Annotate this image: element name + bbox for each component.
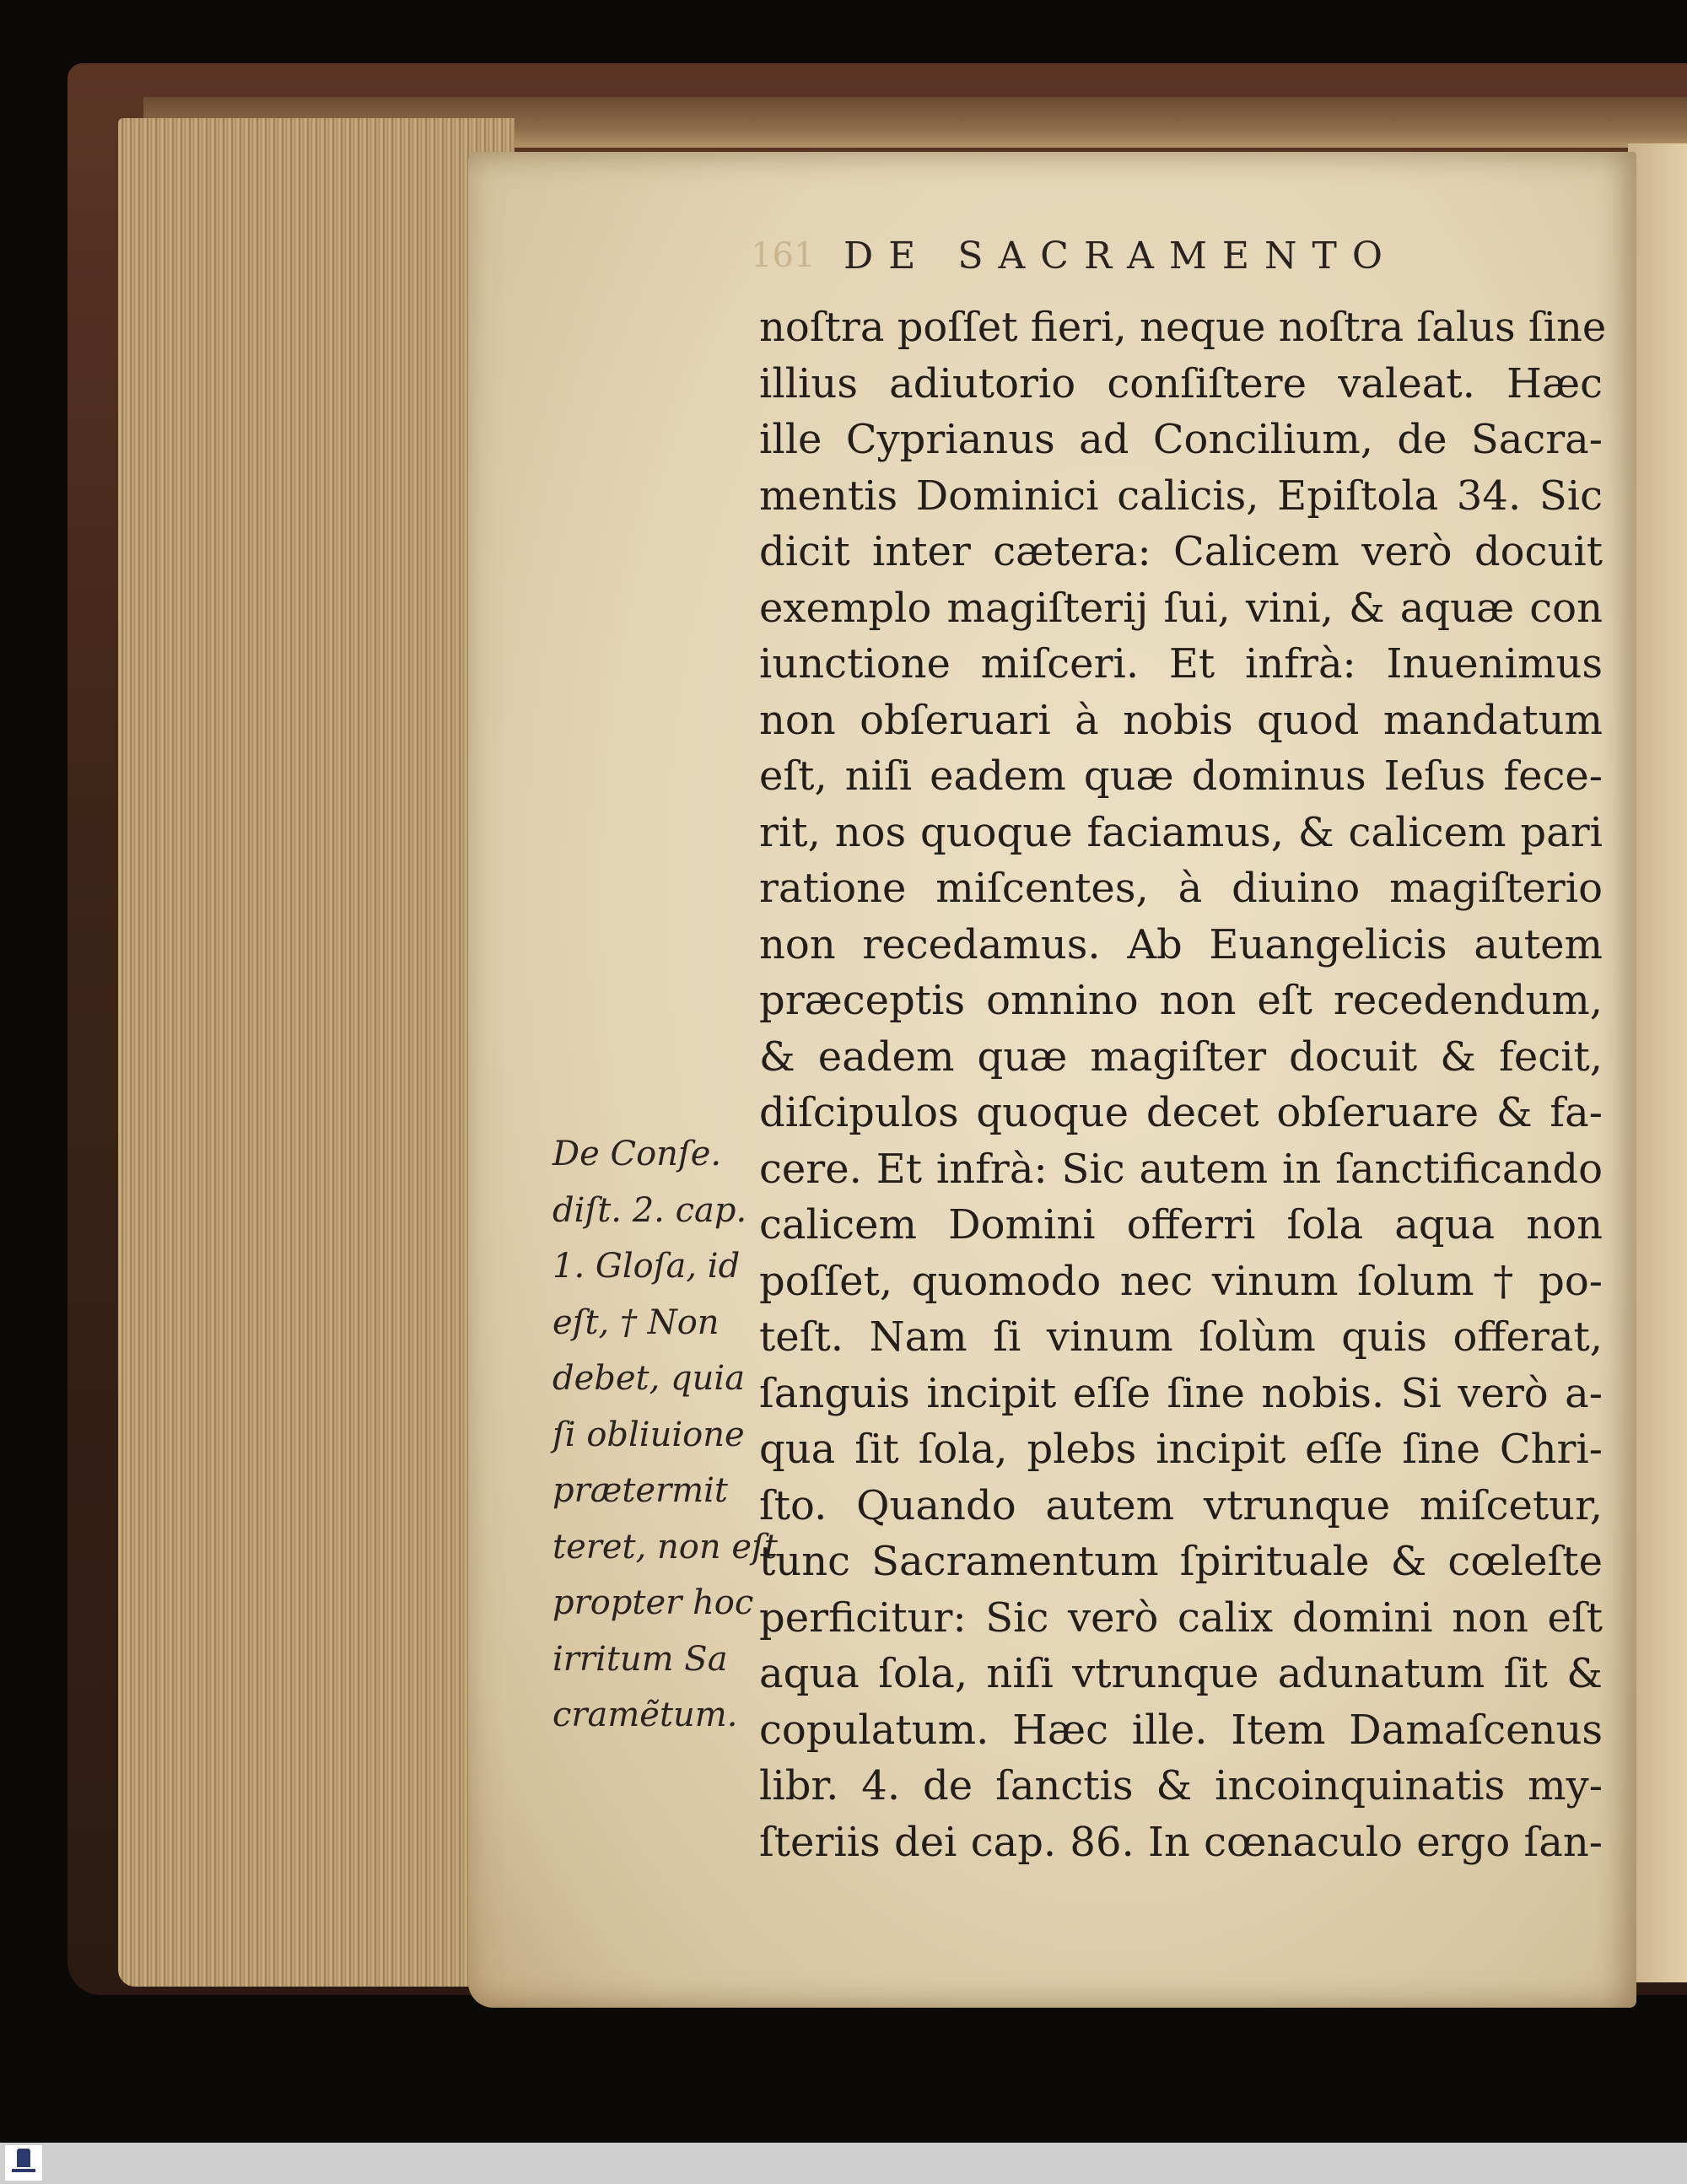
- note-line: propter hoc: [552, 1583, 754, 1622]
- text-line: cere. Et infrà: Sic autem in ſanctificando: [759, 1145, 1603, 1193]
- text-line: rit, nos quoque faciamus, & calicem pari: [759, 808, 1603, 856]
- text-line: calicem Domini offerri ſola aqua non: [759, 1201, 1603, 1248]
- note-line: De Conſe.: [552, 1135, 722, 1173]
- footer-bar: [0, 2143, 1687, 2184]
- text-line: non obſeruari à nobis quod mandatum: [759, 696, 1603, 744]
- text-line: exemplo magiſterij ſui, vini, & aquæ con: [759, 584, 1603, 632]
- note-line: cramẽtum.: [552, 1696, 738, 1734]
- note-line: eſt, † Non: [552, 1302, 720, 1342]
- text-line: teſt. Nam ſi vinum ſolùm quis offerat,: [759, 1313, 1603, 1361]
- note-line: 1. Gloſa, id: [552, 1247, 741, 1286]
- running-head: DE SACRAMENTO: [844, 235, 1398, 278]
- text-line: mentis Dominici calicis, Epiſtola 34. Sic: [759, 472, 1603, 520]
- text-line: illius adiutorio conſiſtere valeat. Hæc: [759, 359, 1603, 407]
- text-line: diſcipulos quoque decet obſeruare & fa-: [759, 1089, 1603, 1136]
- logo-base-shape: [12, 2169, 35, 2172]
- text-line: ille Cyprianus ad Concilium, de Sacra-: [759, 416, 1603, 463]
- text-line: ſto. Quando autem vtrunque miſcetur,: [759, 1481, 1603, 1529]
- text-line: poſſet, quomodo nec vinum ſolum † po-: [759, 1257, 1603, 1305]
- text-line: dicit inter cætera: Calicem verò docuit: [759, 528, 1603, 575]
- text-line: perficitur: Sic verò calix domini non eſt: [759, 1594, 1603, 1642]
- marginal-note: [552, 1126, 778, 1744]
- text-line: noſtra poſſet fieri, neque noſtra ſalus ſine: [759, 304, 1607, 351]
- text-line: copulatum. Hæc ille. Item Damaſcenus: [759, 1706, 1603, 1754]
- library-logo-icon: [5, 2145, 42, 2181]
- text-line: & eadem quæ magiſter docuit & fecit,: [759, 1033, 1603, 1081]
- text-line: ſanguis incipit eſſe ſine nobis. Si verò a-: [759, 1369, 1603, 1417]
- facing-page-edge: [1628, 143, 1687, 1982]
- text-line: tunc Sacramentum ſpirituale & cœleſte: [759, 1538, 1603, 1585]
- text-line: iunctione miſceri. Et infrà: Inuenimus: [759, 640, 1603, 688]
- note-line: debet, quia: [552, 1359, 746, 1398]
- main-text-block: [759, 299, 1607, 1870]
- text-line: præceptis omnino non eſt recedendum,: [759, 977, 1603, 1024]
- text-line: aqua ſola, niſi vtrunque adunatum ſit &: [759, 1650, 1603, 1697]
- page-number: 161: [751, 236, 816, 275]
- note-line: diſt. 2. cap.: [552, 1190, 747, 1230]
- note-line: teret, non eſt: [552, 1527, 778, 1567]
- note-line: ſi obliuione: [552, 1415, 745, 1454]
- note-line: irritum Sa: [552, 1639, 728, 1679]
- text-line: ratione miſcentes, à diuino magiſterio: [759, 865, 1603, 912]
- text-line: qua ſit ſola, plebs incipit eſſe ſine Chri-: [759, 1426, 1603, 1473]
- text-line: libr. 4. de ſanctis & incoinquinatis my-: [759, 1762, 1603, 1809]
- text-line: ſteriis dei cap. 86. In cœnaculo ergo ſan-: [759, 1818, 1603, 1866]
- text-line: non recedamus. Ab Euangelicis autem: [759, 920, 1603, 968]
- logo-building-shape: [17, 2149, 30, 2167]
- note-line: prætermit: [552, 1471, 728, 1510]
- page-stack-left: [118, 118, 515, 1987]
- text-line: eſt, niſi eadem quæ dominus Ieſus fece-: [759, 752, 1603, 800]
